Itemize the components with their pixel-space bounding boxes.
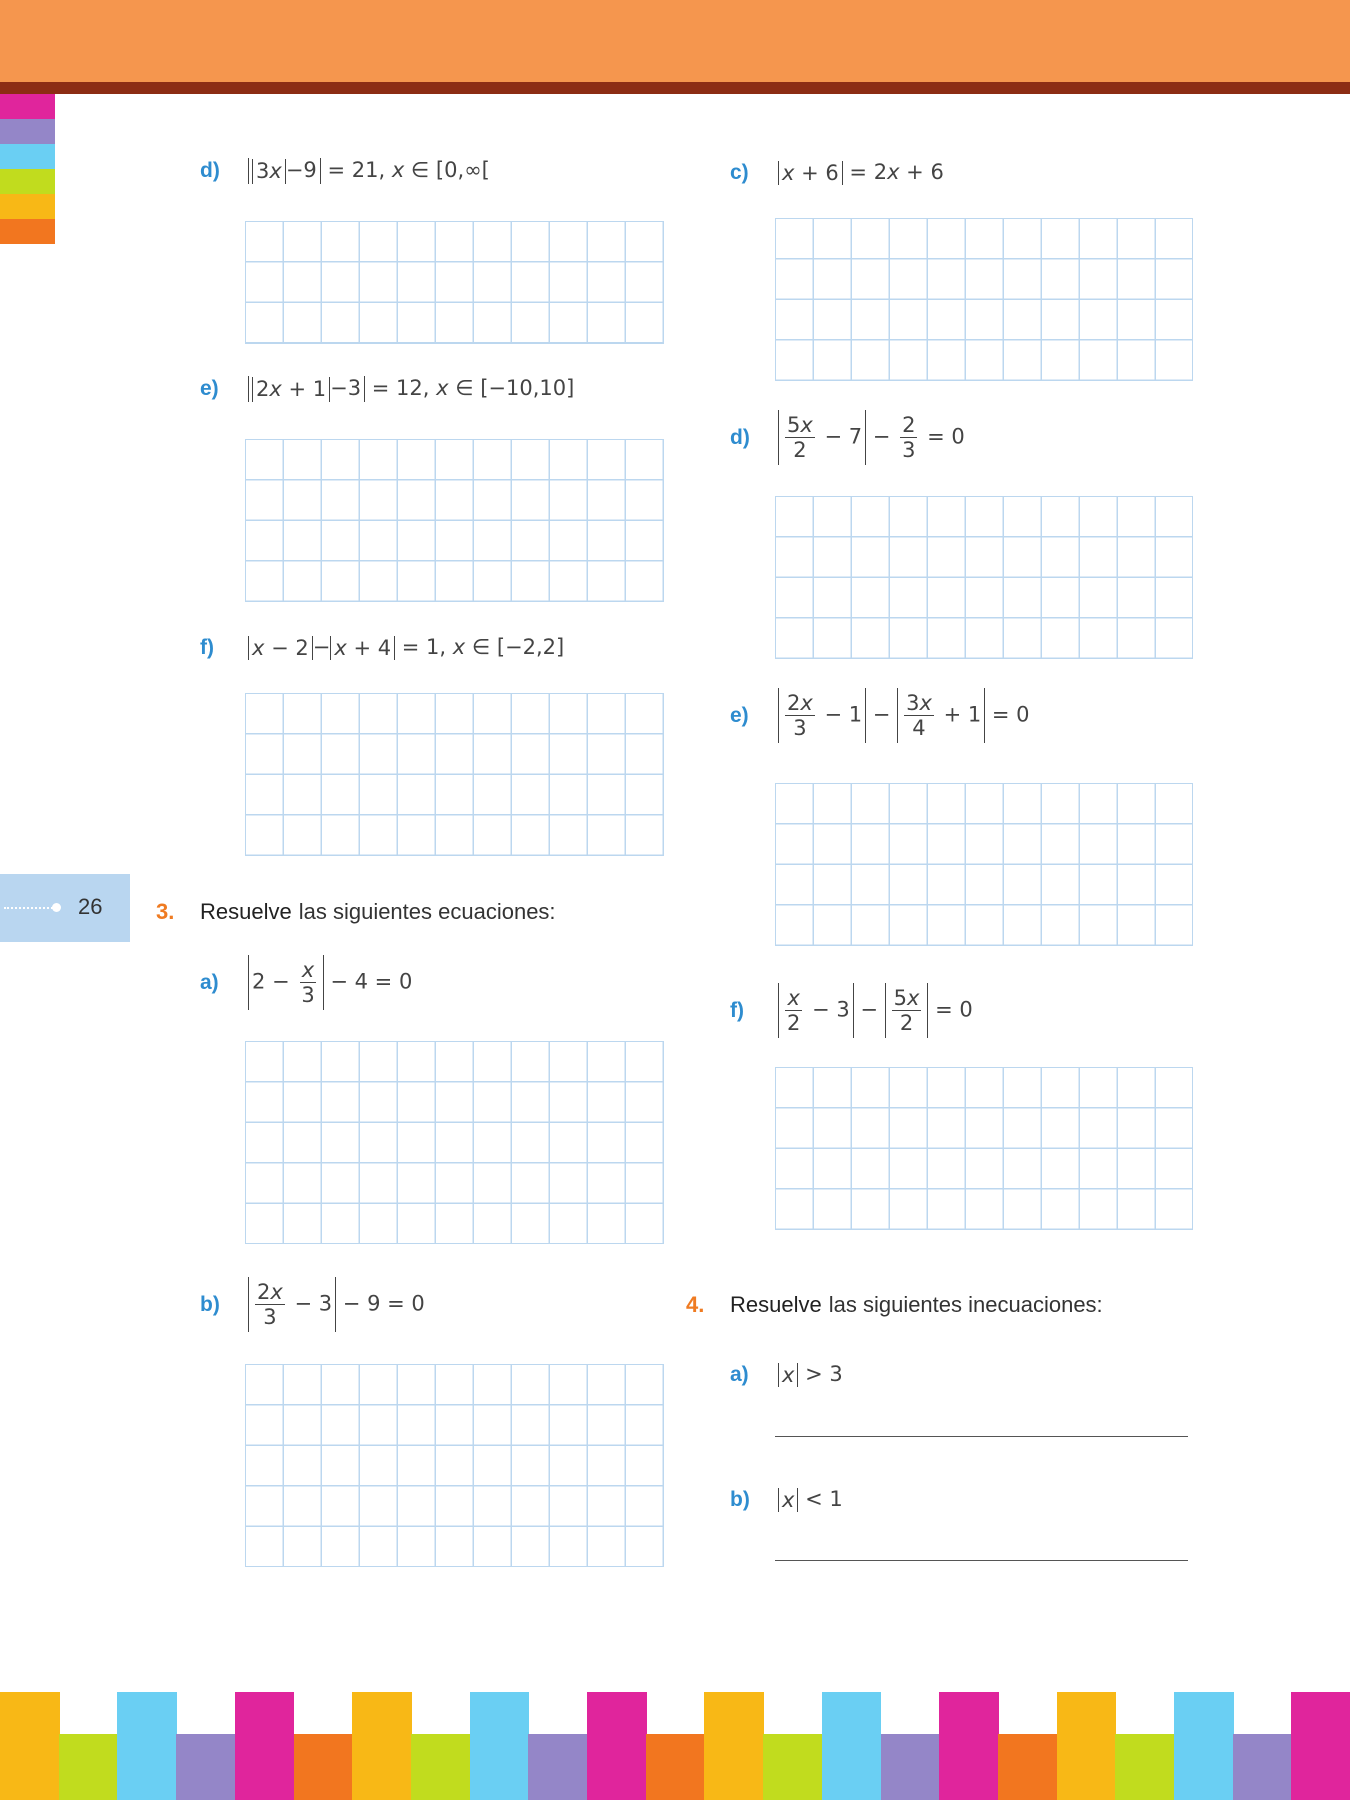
exercise-3a [200,955,412,1010]
item-label: a) [730,1362,749,1386]
item-label: e) [200,376,219,400]
item-label: c) [730,160,749,184]
exercise-4b [730,1487,843,1512]
item-label: d) [200,158,220,182]
footer-bar [176,1734,236,1800]
section-verb: Resuelve [730,1292,822,1317]
item-label: f) [730,998,744,1022]
footer-bar [235,1692,295,1800]
answer-line[interactable] [775,1560,1188,1561]
footer-bar [587,1692,647,1800]
exercise-4a [730,1362,843,1387]
equation: $\frac{5x}{2}$ − 7 − $\frac{2}{3}$ = 0 [778,410,965,465]
color-tab [0,94,55,119]
footer-bar [646,1734,706,1800]
item-label: a) [200,970,219,994]
answer-grid[interactable] [245,1041,664,1244]
equation: x + 6 = 2x + 6 [778,160,944,185]
exercise-2e [200,376,574,402]
footer-bar [1233,1734,1293,1800]
footer-bar [59,1734,119,1800]
answer-grid[interactable] [775,218,1193,381]
footer-bar [1291,1692,1350,1800]
answer-grid[interactable] [245,221,664,344]
answer-line[interactable] [775,1436,1188,1437]
footer-bar [998,1734,1058,1800]
section-number: 3. [156,899,175,924]
page-number: 26 [78,894,103,919]
color-tab [0,119,55,144]
section-instruction: las siguientes ecuaciones: [298,899,556,924]
leader-dot [52,903,61,912]
equation: $\frac{2x}{3}$ − 3 − 9 = 0 [248,1277,425,1332]
item-label: d) [730,425,750,449]
footer-bar [470,1692,530,1800]
footer-bar [763,1734,823,1800]
item-label: b) [730,1487,750,1511]
equation: $\frac{x}{2}$ − 3 − $\frac{5x}{2}$ = 0 [778,983,973,1038]
inequality: x < 1 [778,1487,843,1512]
footer-bar [294,1734,354,1800]
section-number: 4. [686,1292,705,1317]
answer-grid[interactable] [245,439,664,602]
header-rule [0,82,1350,94]
inequality: x > 3 [778,1362,843,1387]
footer-bar [117,1692,177,1800]
section-4-heading [686,1292,1103,1318]
equation: x − 2 − x + 4 = 1, x ∈ [−2,2] [248,635,564,660]
item-label: b) [200,1292,220,1316]
page-header-band [0,0,1350,82]
section-instruction: las siguientes inecuaciones: [828,1292,1103,1317]
equation: 2x + 1 −3 = 12, x ∈ [−10,10] [248,376,574,402]
answer-grid[interactable] [775,496,1193,659]
footer-bar [352,1692,412,1800]
color-tab [0,194,55,219]
color-tab [0,219,55,244]
footer-bar [528,1734,588,1800]
answer-grid[interactable] [775,783,1193,946]
answer-grid[interactable] [245,1364,664,1567]
exercise-2f-right [730,983,973,1038]
equation: $\frac{2x}{3}$ − 1 − $\frac{3x}{4}$ + 1 = 0 [778,688,1030,743]
footer-bar [1057,1692,1117,1800]
footer-bar [0,1692,60,1800]
answer-grid[interactable] [245,693,664,856]
item-label: e) [730,703,749,727]
footer-bar [1115,1734,1175,1800]
exercise-2d [200,158,490,184]
dotted-leader [4,907,56,909]
footer-color-bars [0,1692,1350,1800]
footer-bar [822,1692,882,1800]
exercise-2e-right [730,688,1030,743]
page-number-tab [0,874,130,942]
footer-bar [881,1734,941,1800]
footer-bar [411,1734,471,1800]
equation: 3x −9 = 21, x ∈ [0,∞[ [248,158,490,184]
exercise-2c [730,160,944,185]
color-tab [0,169,55,194]
exercise-2d-right [730,410,965,465]
exercise-3b [200,1277,425,1332]
section-verb: Resuelve [200,899,292,924]
item-label: f) [200,635,214,659]
section-3-heading [156,899,556,925]
exercise-2f [200,635,564,660]
color-tabs [0,94,55,244]
footer-bar [1174,1692,1234,1800]
color-tab [0,144,55,169]
answer-grid[interactable] [775,1067,1193,1230]
footer-bar [704,1692,764,1800]
equation: 2 − $\frac{x}{3}$ − 4 = 0 [248,955,412,1010]
footer-bar [939,1692,999,1800]
